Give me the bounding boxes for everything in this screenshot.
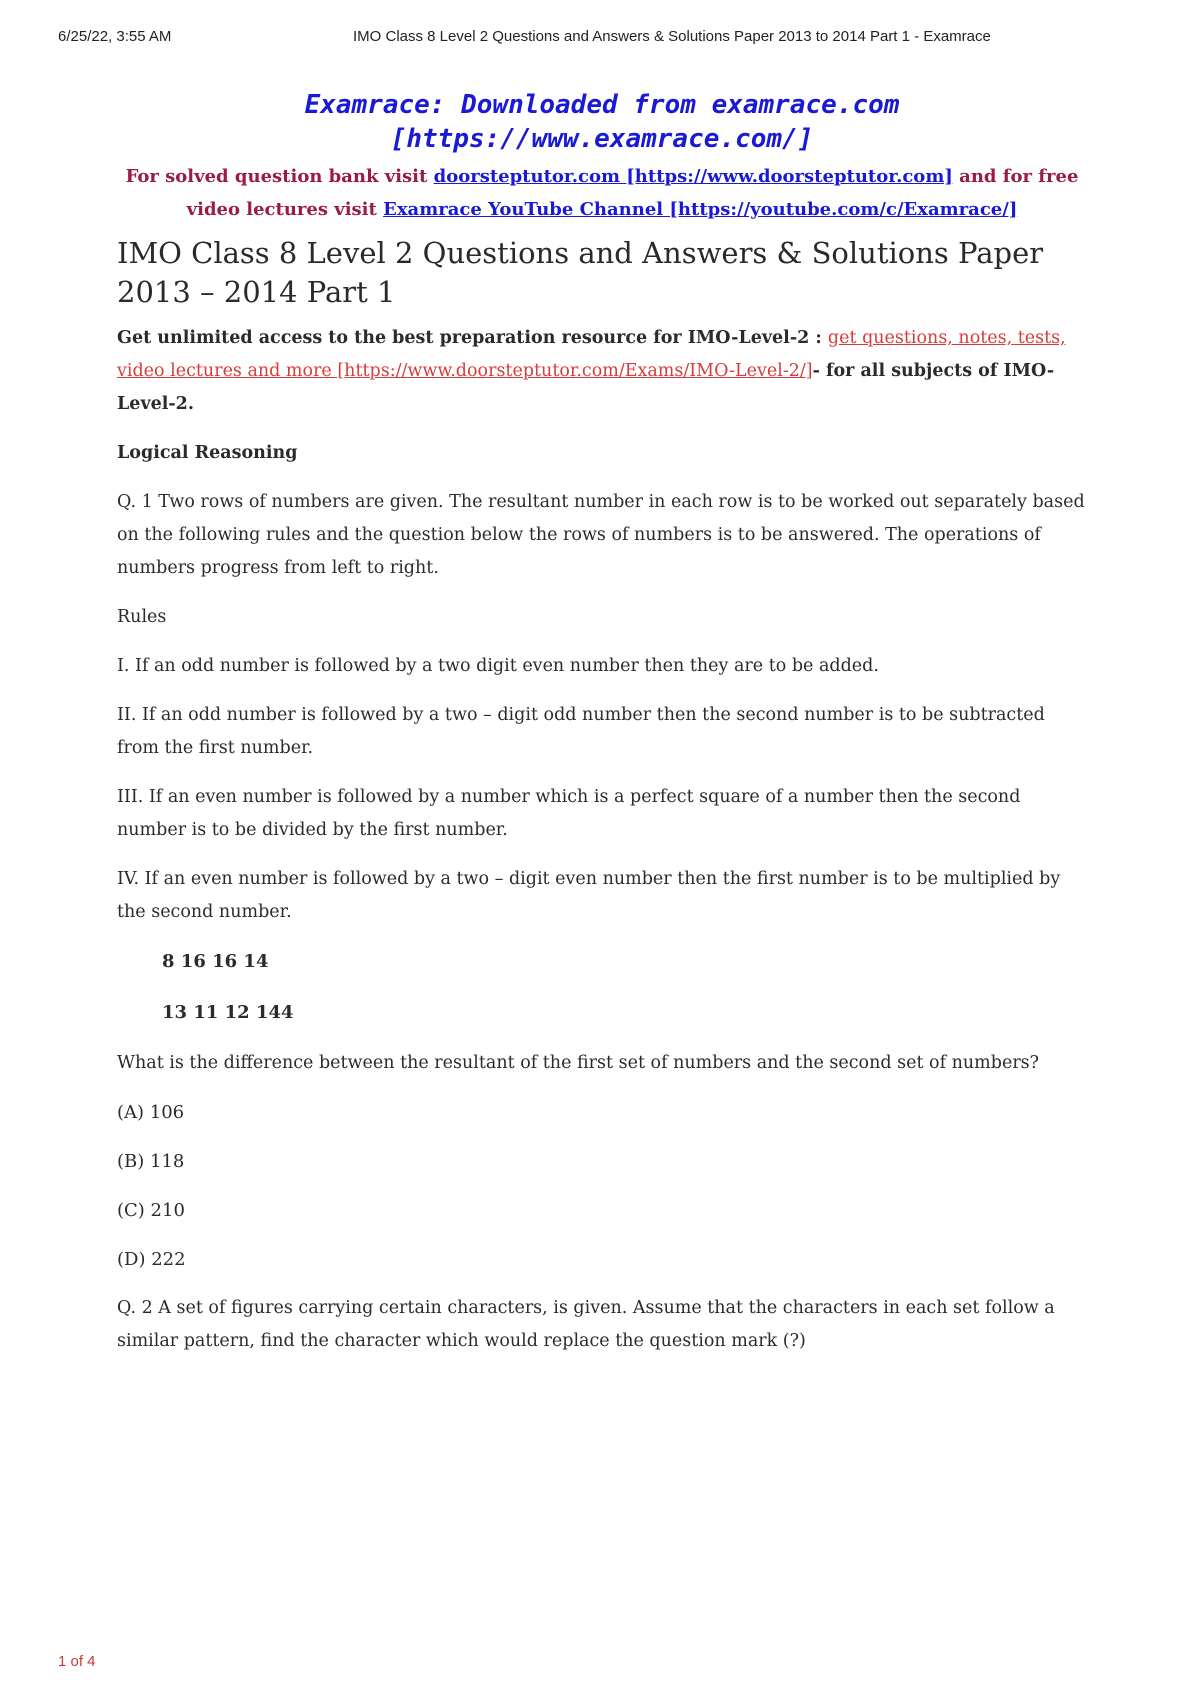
- rule-item: I. If an odd number is followed by a two digit even number then they are to be added.: [117, 656, 879, 676]
- question-1-text: Q. 1 Two rows of numbers are given. The resultant number in each row is to be worked out separately based on the following rules and the question below the rows of numbers is to be answered. The operations of numbers progress from left to right.: [117, 492, 1085, 578]
- promo-notice: [117, 160, 1087, 226]
- rule-item: III. If an even number is followed by a number which is a perfect square of a number then the second number is to be divided by the first number.: [117, 787, 1021, 840]
- print-timestamp: 6/25/22, 3:55 AM: [58, 28, 172, 45]
- section-heading: Logical Reasoning: [117, 443, 298, 463]
- answer-option: (A) 106: [117, 1102, 185, 1123]
- rule-item: II. If an odd number is followed by a two – digit odd number then the second number is to be subtracted from the first number.: [117, 705, 1045, 758]
- intro-prefix: Get unlimited access to the best preparation resource for IMO-Level-2 :: [117, 328, 828, 348]
- question-1-prompt: What is the difference between the resultant of the first set of numbers and the second set of numbers?: [117, 1053, 1040, 1073]
- intro-paragraph: [117, 322, 1087, 421]
- article-title: IMO Class 8 Level 2 Questions and Answers & Solutions Paper 2013 – 2014 Part 1: [117, 236, 1044, 309]
- number-row-2: 13 11 12 144: [162, 1002, 294, 1023]
- answer-option: (D) 222: [117, 1249, 186, 1270]
- youtube-channel-link[interactable]: Examrace YouTube Channel [https://youtube.com/c/Examrace/]: [383, 199, 1018, 220]
- rules-heading: Rules: [117, 607, 167, 627]
- promo-prefix: For solved question bank visit: [125, 166, 434, 187]
- document-content: [117, 88, 1087, 1374]
- answer-option: (B) 118: [117, 1151, 185, 1172]
- print-page-title: IMO Class 8 Level 2 Questions and Answers & Solutions Paper 2013 to 2014 Part 1 - Examrace: [353, 28, 991, 45]
- number-row-1: 8 16 16 14: [162, 951, 269, 972]
- doorsteptutor-link[interactable]: doorsteptutor.com [https://www.doorsteptutor.com]: [433, 166, 953, 187]
- imo-level2-exam-link[interactable]: get questions, notes, tests, video lectures and more [https://www.doorsteptutor.com/Exams/IMO-Level-2/]: [117, 328, 1066, 381]
- examrace-banner-link[interactable]: Examrace: Downloaded from examrace.com [https://www.examrace.com/]: [304, 90, 900, 154]
- download-banner: [117, 88, 1087, 156]
- print-header: [58, 28, 1142, 48]
- page-indicator: 1 of 4: [58, 1653, 96, 1670]
- promo-middle: and for free video lectures visit: [186, 166, 1079, 220]
- rule-item: IV. If an even number is followed by a two – digit even number then the first number is to be multiplied by the second number.: [117, 869, 1061, 922]
- intro-suffix: - for all subjects of IMO-Level-2.: [117, 361, 1055, 414]
- answer-option: (C) 210: [117, 1200, 185, 1221]
- question-2-text: Q. 2 A set of figures carrying certain characters, is given. Assume that the characters in each set follow a similar pattern, find the character which would replace the question mark (?): [117, 1298, 1055, 1351]
